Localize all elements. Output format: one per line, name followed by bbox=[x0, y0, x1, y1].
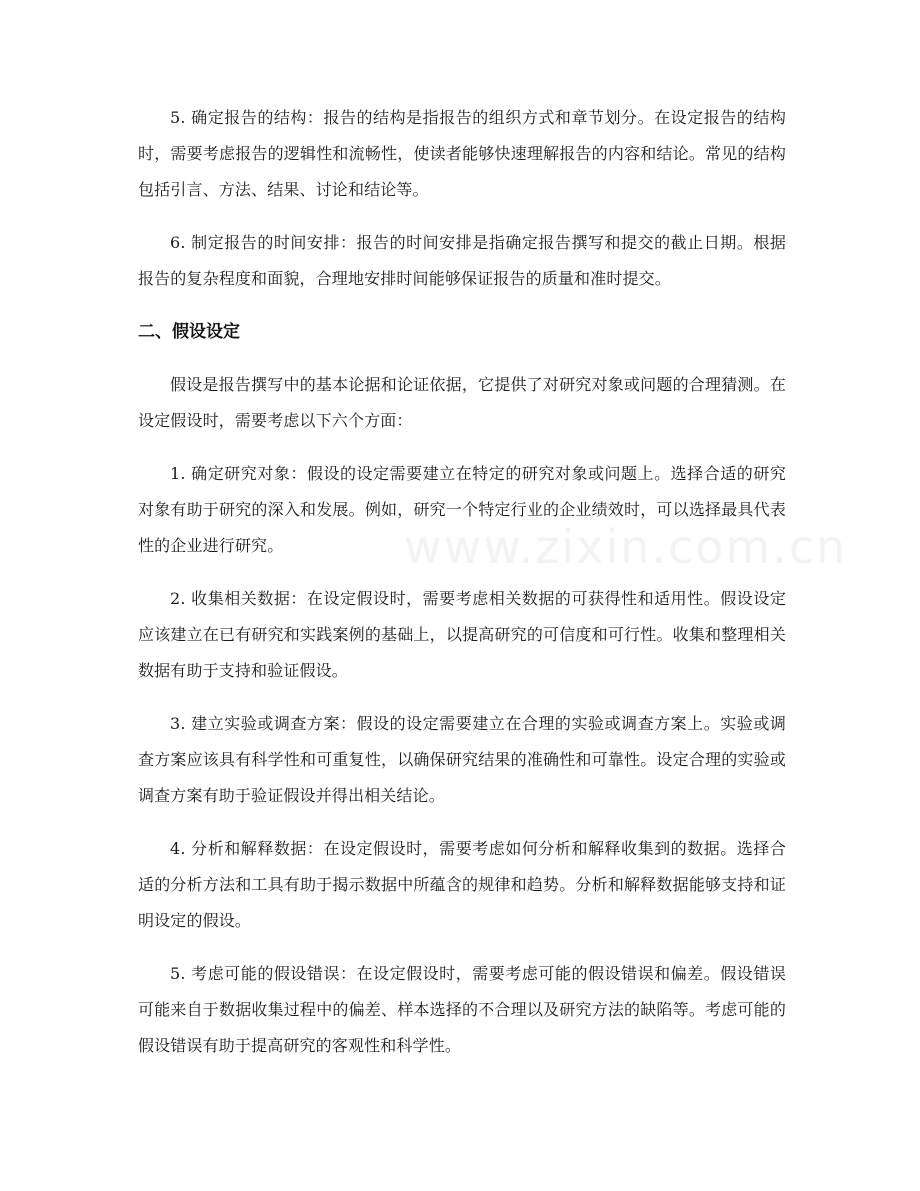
paragraph-report-schedule: 6. 制定报告的时间安排：报告的时间安排是指确定报告撰写和提交的截止日期。根据报告的复杂程度和面貌，合理地安排时间能够保证报告的质量和准时提交。 bbox=[138, 233, 786, 288]
list-item-collect-data: 2. 收集相关数据：在设定假设时，需要考虑相关数据的可获得性和适用性。假设设定应该建立在已有研究和实践案例的基础上，以提高研究的可信度和可行性。收集和整理相关数据有助于支持和验证假设。 bbox=[138, 589, 786, 680]
paragraph-report-structure: 5. 确定报告的结构：报告的结构是指报告的组织方式和章节划分。在设定报告的结构时，需要考虑报告的逻辑性和流畅性，使读者能够快速理解报告的内容和结论。常见的结构包括引言、方法、结果、讨论和结论等。 bbox=[138, 108, 786, 199]
list-item-analyze-data: 4. 分析和解释数据：在设定假设时，需要考虑如何分析和解释收集到的数据。选择合适的分析方法和工具有助于揭示数据中所蕴含的规律和趋势。分析和解释数据能够支持和证明设定的假设。 bbox=[138, 839, 786, 930]
watermark: www.zixin.com.cn bbox=[404, 520, 848, 574]
list-item-hypothesis-errors: 5. 考虑可能的假设错误：在设定假设时，需要考虑可能的假设错误和偏差。假设错误可能来自于数据收集过程中的偏差、样本选择的不合理以及研究方法的缺陷等。考虑可能的假设错误有助于提高研究的客观性和科学性。 bbox=[138, 964, 786, 1055]
paragraph-hypothesis-intro: 假设是报告撰写中的基本论据和论证依据，它提供了对研究对象或问题的合理猜测。在设定假设时，需要考虑以下六个方面： bbox=[138, 375, 786, 430]
document-page bbox=[138, 100, 786, 1081]
section-heading: 二、假设设定 bbox=[138, 322, 240, 342]
list-item-research-object: 1. 确定研究对象：假设的设定需要建立在特定的研究对象或问题上。选择合适的研究对象有助于研究的深入和发展。例如，研究一个特定行业的企业绩效时，可以选择最具代表性的企业进行研究。 bbox=[138, 464, 786, 555]
list-item-experiment-plan: 3. 建立实验或调查方案：假设的设定需要建立在合理的实验或调查方案上。实验或调查方案应该具有科学性和可重复性，以确保研究结果的准确性和可靠性。设定合理的实验或调查方案有助于验证假设并得出相关结论。 bbox=[138, 714, 786, 805]
